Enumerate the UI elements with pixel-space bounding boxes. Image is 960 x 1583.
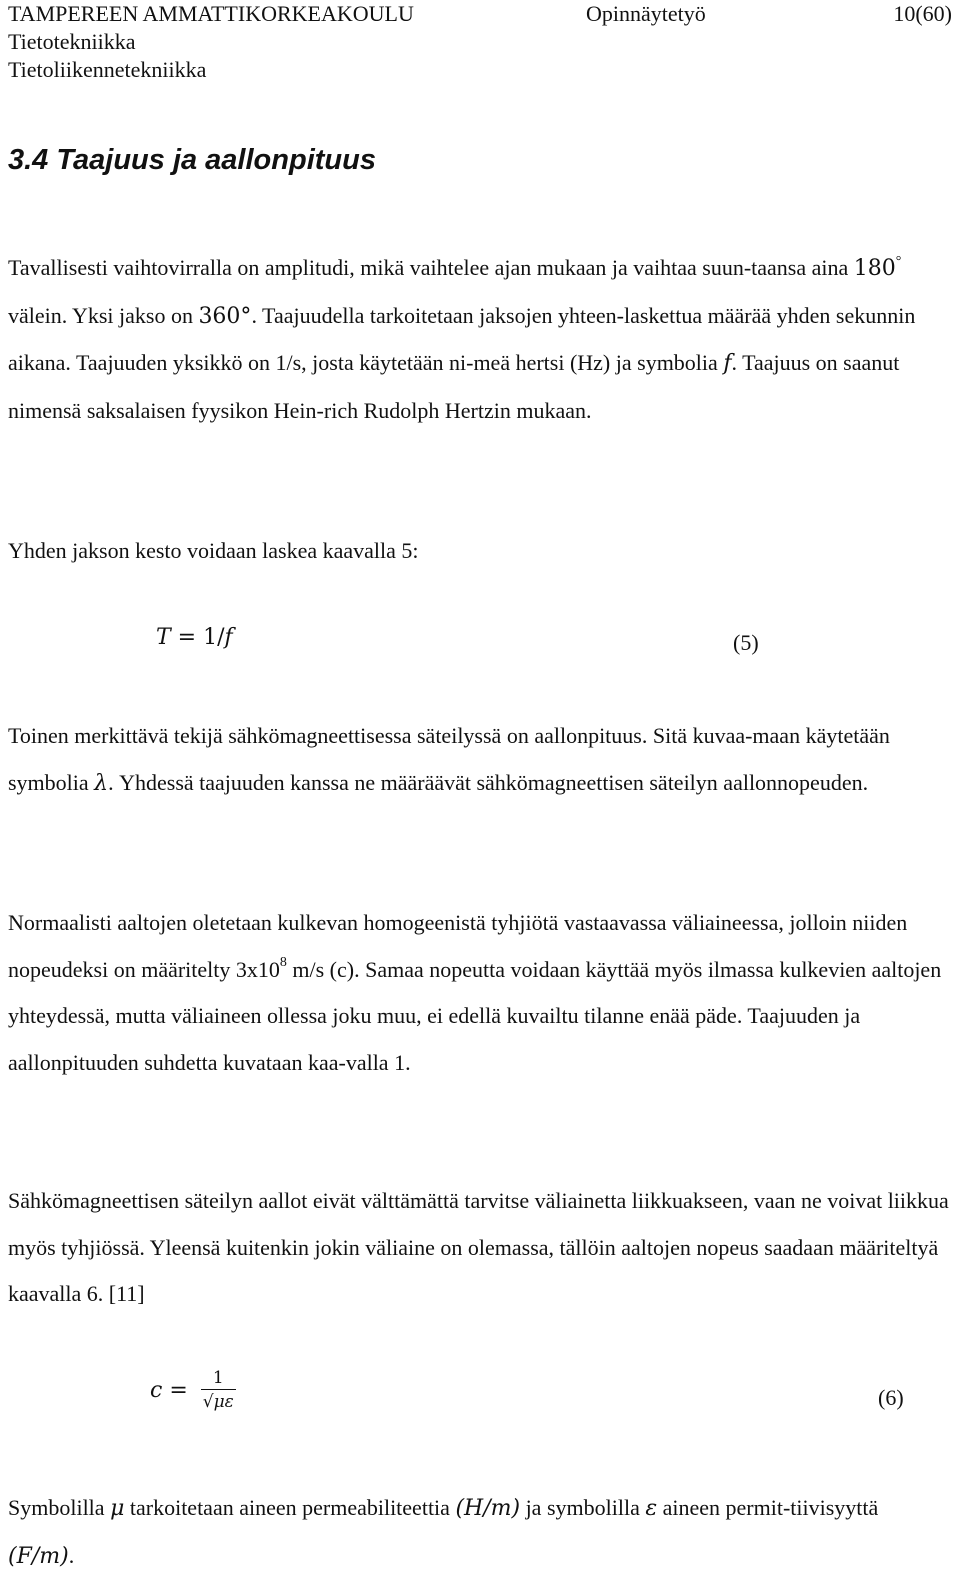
p1-text-d: . Taajuus on saanut nimensä saksalaisen fyysikon Hein-rich Rudolph Hertzin mukaan. (8, 350, 900, 423)
p6-text-d: aineen permit-tiivisyyttä (657, 1495, 879, 1520)
header-degree: Tietoliikennetekniikka (8, 57, 207, 82)
equation-5-number: (5) (733, 630, 759, 655)
equation-5-formula (156, 625, 233, 650)
p1-math-180: 180 (853, 256, 896, 281)
p6-symbol-mu: μ (110, 1496, 125, 1521)
eq5-f: f (224, 625, 233, 650)
p1-text-c: . Taajuudella tarkoitetaan jaksojen yhteen-laskettua määrää yhden sekunnin aikana. Taajuuden yksikkö on 1/s, josta käytetään ni-meä hertsi (Hz) ja symbolia (8, 302, 916, 375)
header-doc-type: Opinnäytetyö (586, 1, 706, 26)
eq6-numerator: 1 (212, 1368, 224, 1388)
paragraph-medium: Sähkömagneettisen säteilyn aallot eivät välttämättä tarvitse väliainetta liikkuakseen, vaan ne voivat liikkua myös tyhjiössä. Yleensä kuitenkin jokin väliaine on olemassa, tällöin aaltojen nopeus saadaan määriteltyä kaavalla 6. [11] (8, 1188, 949, 1306)
p3-text-b: . Yhdessä taajuuden kanssa ne määräävät sähkömagneettisen säteilyn aallonnopeuden. (108, 769, 869, 795)
equation-6-formula (150, 1367, 236, 1414)
section-title: 3.4 Taajuus ja aallonpituus (8, 144, 376, 176)
p1-text-a: Tavallisesti vaihtovirralla on amplitudi, mikä vaihtelee ajan mukaan ja vaihtaa suun-taansa aina (8, 255, 854, 280)
p6-symbol-epsilon: ε (645, 1496, 658, 1521)
p6-text-e: . (68, 1542, 75, 1568)
header-department: Tietotekniikka (8, 29, 136, 54)
p6-unit-h-per-m: (H/m) (455, 1496, 521, 1521)
p6-text-b: tarkoitetaan aineen permeabiliteettia (124, 1495, 456, 1520)
p1-symbol-f: f (723, 351, 732, 376)
p4-text-a: Normaalisti aaltojen oletetaan kulkevan homogeenistä tyhjiötä vastaavassa väliaineessa, jolloin niiden nopeudeksi on määritelty 3x10 (8, 910, 908, 982)
eq6-operator: = (162, 1378, 195, 1403)
paragraph-permeability (8, 1485, 950, 1580)
p6-text-a: Symbolilla (8, 1495, 111, 1520)
equation-6-number: (6) (878, 1385, 904, 1410)
paragraph-period-intro: Yhden jakson kesto voidaan laskea kaavalla 5: (8, 538, 419, 563)
header-page-number: 10(60) (893, 1, 952, 26)
eq5-lhs: T (156, 625, 171, 650)
page-header (8, 0, 952, 84)
p1-math-360: 360° (198, 303, 252, 329)
paragraph-speed-of-light (8, 900, 950, 1086)
p3-text-a: Toinen merkittävä tekijä sähkömagneettisessa säteilyssä on aallonpituus. Sitä kuvaa-maan käytetään symbolia (8, 723, 890, 795)
eq6-fraction (201, 1367, 236, 1414)
paragraph-wavelength (8, 713, 950, 807)
p6-text-c: ja symbolilla (520, 1495, 646, 1520)
p6-unit-f-per-m: (F/m) (8, 1543, 69, 1569)
p3-symbol-lambda: λ (94, 770, 109, 796)
header-school: TAMPEREEN AMMATTIKORKEAKOULU (8, 1, 414, 26)
eq5-operator: = 1/ (170, 625, 225, 650)
p4-text-b: m/s (c). Samaa nopeutta voidaan käyttää myös ilmassa kulkevien aaltojen yhteydessä, mutta väliaineen ollessa joku muu, ei edellä kuvailtu tilanne enää päde. Taajuuden ja aallonpituuden suhdetta kuvataan kaa-valla 1. (8, 956, 942, 1075)
p4-exponent: 8 (279, 955, 287, 971)
p1-degree-sup: ° (895, 253, 902, 269)
eq6-lhs: c (150, 1378, 163, 1403)
paragraph-frequency (8, 245, 950, 434)
eq6-denominator: √με (201, 1389, 236, 1414)
p1-text-b: välein. Yksi jakso on (8, 302, 199, 328)
